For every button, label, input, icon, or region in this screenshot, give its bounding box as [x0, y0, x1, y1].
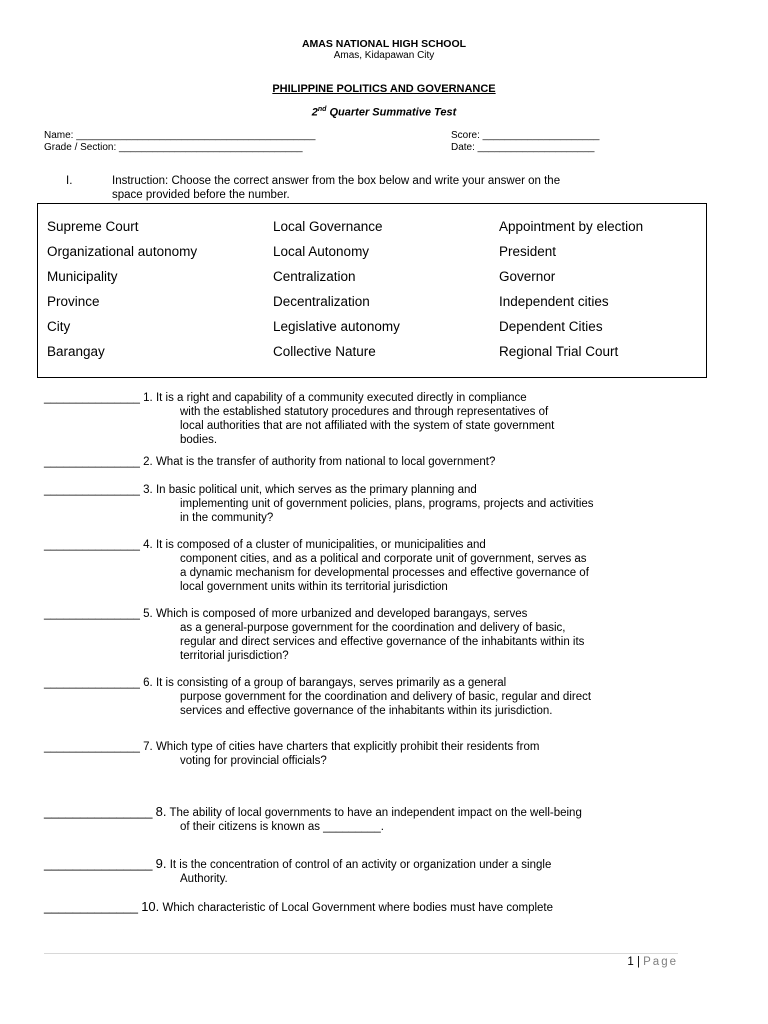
- question-text: The ability of local governments to have an independent impact on the well-being: [169, 807, 582, 819]
- question-number: 10.: [141, 899, 160, 914]
- page-number: 1: [627, 956, 634, 968]
- answer-blank[interactable]: _______________: [44, 741, 140, 753]
- choice-appointment-by-election: Appointment by election: [499, 219, 644, 234]
- choice-dependent-cities: Dependent Cities: [499, 319, 603, 334]
- question-3: [44, 483, 594, 525]
- question-text: of their citizens is known as _________.: [180, 821, 384, 833]
- answer-choices-box: [37, 203, 707, 378]
- choice-president: President: [499, 244, 557, 259]
- choice-regional-trial-court: Regional Trial Court: [499, 344, 619, 359]
- question-number: 9.: [155, 856, 167, 871]
- choice-city: City: [47, 319, 71, 334]
- question-text: It is a right and capability of a community executed directly in compliance: [155, 392, 527, 404]
- test-title: [0, 106, 768, 119]
- question-9: [44, 857, 551, 886]
- answer-blank[interactable]: _______________: [44, 608, 140, 620]
- question-number: 4.: [143, 539, 153, 551]
- school-name: AMAS NATIONAL HIGH SCHOOL: [301, 38, 467, 50]
- question-text: with the established statutory procedures and through representatives of: [180, 406, 549, 418]
- question-number: 1.: [143, 392, 153, 404]
- question-text: a dynamic mechanism for developmental processes and effective governance of: [180, 567, 589, 579]
- answer-blank[interactable]: _______________: [44, 456, 140, 468]
- choice-organizational-autonomy: Organizational autonomy: [47, 244, 198, 259]
- choice-independent-cities: Independent cities: [499, 294, 609, 309]
- section-numeral: I.: [66, 175, 73, 187]
- question-text: component cities, and as a political and corporate unit of government, serves as: [180, 553, 587, 565]
- instruction-line-1: Instruction: Choose the correct answer from the box below and write your answer on the: [112, 175, 561, 187]
- question-4: [44, 538, 589, 594]
- question-text: in the community?: [180, 512, 274, 524]
- answer-blank[interactable]: _______________: [44, 856, 153, 871]
- question-text: services and effective governance of the inhabitants within its jurisdiction.: [180, 705, 553, 717]
- question-text: voting for provincial officials?: [180, 755, 327, 767]
- answer-blank[interactable]: _______________: [44, 677, 140, 689]
- question-text: Which type of cities have charters that explicitly prohibit their residents from: [155, 741, 540, 753]
- choice-governor: Governor: [499, 269, 556, 284]
- choice-municipality: Municipality: [47, 269, 118, 284]
- question-6: [44, 676, 591, 718]
- question-number: 2.: [143, 456, 153, 468]
- choice-legislative-autonomy: Legislative autonomy: [273, 319, 400, 334]
- grade-section-field[interactable]: Grade / Section: _________________________________: [44, 142, 303, 153]
- question-number: 3.: [143, 484, 153, 496]
- question-text: It is composed of a cluster of municipalities, or municipalities and: [155, 539, 486, 551]
- page-label: Page: [643, 956, 678, 968]
- instruction-line-2: space provided before the number.: [112, 189, 290, 201]
- answer-blank[interactable]: _______________: [44, 804, 153, 819]
- page-separator: |: [636, 956, 640, 968]
- question-text: Which characteristic of Local Government where bodies must have complete: [162, 902, 554, 914]
- choice-barangay: Barangay: [47, 344, 105, 359]
- question-number: 8.: [155, 804, 167, 819]
- choice-decentralization: Decentralization: [273, 294, 370, 309]
- choice-centralization: Centralization: [273, 269, 356, 284]
- quarter-number: 2: [311, 106, 318, 119]
- choice-supreme-court: Supreme Court: [47, 219, 139, 234]
- date-field[interactable]: Date: _____________________: [451, 142, 595, 153]
- question-2: [44, 455, 495, 469]
- question-text: Authority.: [180, 873, 228, 885]
- page-footer: [627, 956, 678, 968]
- score-field[interactable]: Score: _____________________: [451, 130, 600, 141]
- answer-blank[interactable]: _______________: [44, 539, 140, 551]
- answer-blank[interactable]: _____________: [44, 899, 138, 914]
- question-text: local government units within its territorial jurisdiction: [180, 581, 448, 593]
- choice-collective-nature: Collective Nature: [273, 344, 376, 359]
- question-7: [44, 740, 539, 768]
- question-5: [44, 607, 584, 663]
- subject-title: PHILIPPINE POLITICS AND GOVERNANCE: [272, 83, 496, 95]
- question-10: [44, 900, 553, 915]
- question-text: What is the transfer of authority from national to local government?: [155, 456, 496, 468]
- question-text: bodies.: [180, 434, 218, 446]
- question-text: Which is composed of more urbanized and developed barangays, serves: [155, 608, 528, 620]
- choice-local-governance: Local Governance: [273, 219, 383, 234]
- question-text: It is consisting of a group of barangays, serves primarily as a general: [155, 677, 507, 689]
- question-text: territorial jurisdiction?: [180, 650, 289, 662]
- question-text: local authorities that are not affiliated with the system of state government: [180, 420, 555, 432]
- choice-local-autonomy: Local Autonomy: [273, 244, 370, 259]
- question-text: In basic political unit, which serves as the primary planning and: [155, 484, 477, 496]
- question-number: 6.: [143, 677, 153, 689]
- question-text: implementing unit of government policies, plans, programs, projects and activities: [180, 498, 594, 510]
- answer-blank[interactable]: _______________: [44, 392, 140, 404]
- quarter-suffix: nd: [317, 106, 327, 113]
- school-address: Amas, Kidapawan City: [333, 50, 435, 61]
- instruction-text: [112, 174, 712, 202]
- choice-province: Province: [47, 294, 100, 309]
- test-title-text: Quarter Summative Test: [326, 106, 457, 119]
- question-text: purpose government for the coordination and delivery of basic, regular and direct: [180, 691, 592, 703]
- question-text: as a general-purpose government for the coordination and delivery of basic,: [180, 622, 566, 634]
- answer-blank[interactable]: _______________: [44, 484, 140, 496]
- question-8: [44, 805, 582, 834]
- question-text: It is the concentration of control of an activity or organization under a single: [169, 859, 552, 871]
- question-1: [44, 391, 554, 447]
- footer-divider: [44, 953, 678, 954]
- question-number: 7.: [143, 741, 153, 753]
- question-number: 5.: [143, 608, 153, 620]
- name-field[interactable]: Name: ___________________________________________: [44, 130, 316, 141]
- question-text: regular and direct services and effective governance of the inhabitants within its: [180, 636, 585, 648]
